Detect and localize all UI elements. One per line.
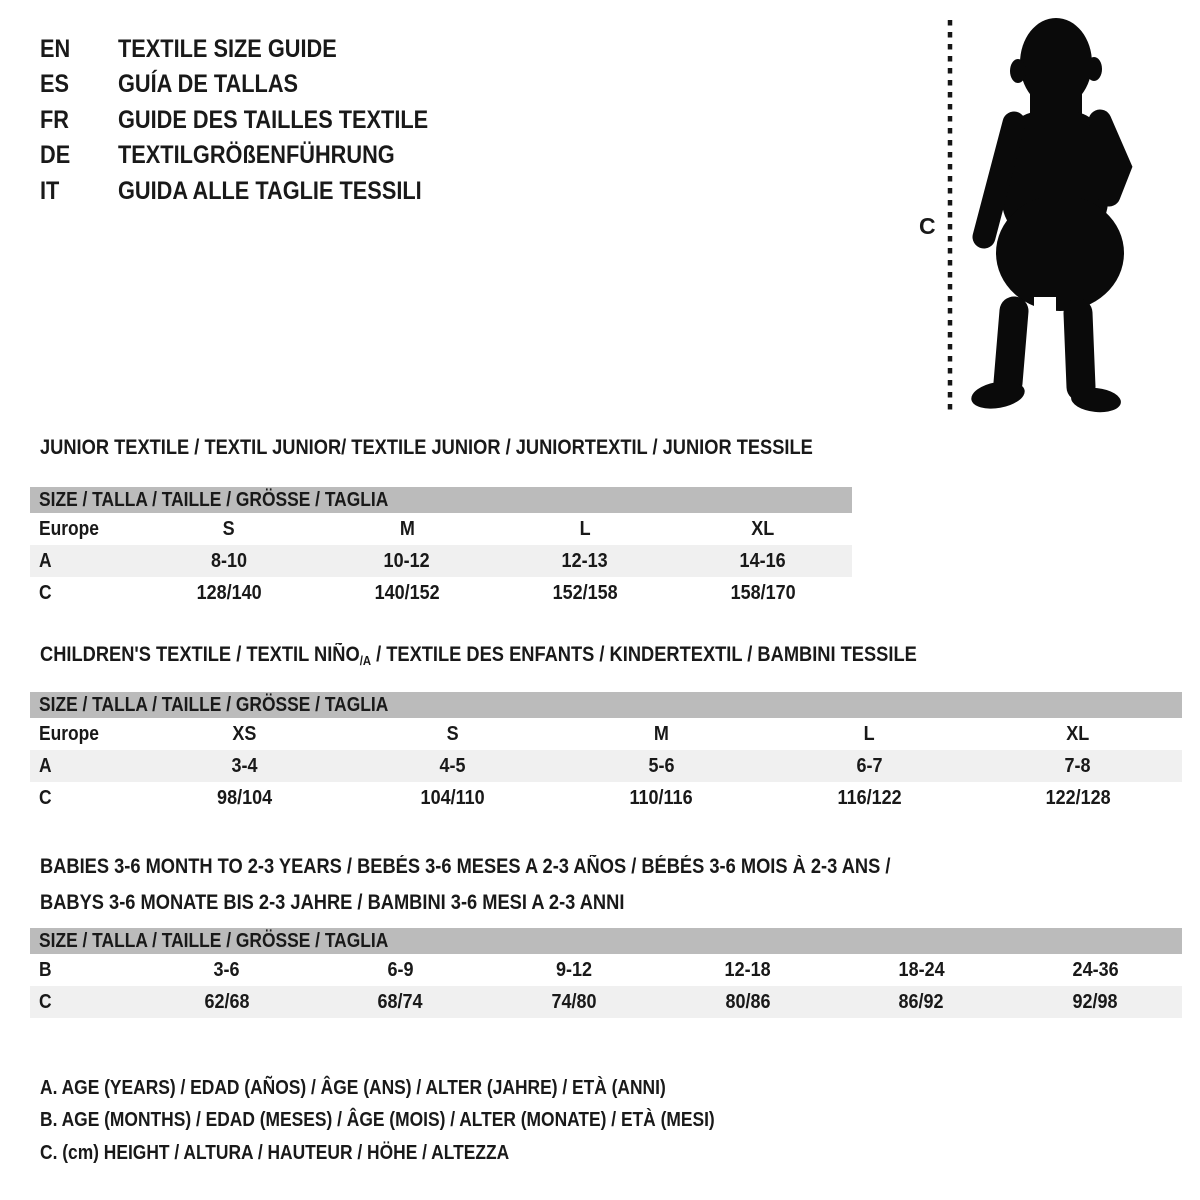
- nino-a-subscript: /A: [359, 653, 372, 668]
- children-section-title-text: CHILDREN'S TEXTILE / TEXTIL $NIÑO_{/A}$ / TEXTILE DES ENFANTS / KINDERTEXTIL / BAMBINI TESSILE: [40, 643, 917, 668]
- age-cell: 4-5: [439, 754, 466, 777]
- table-row-c: [30, 782, 1182, 814]
- height-measure-dashed-line: [946, 18, 954, 416]
- footnote-c: C. (cm) HEIGHT / ALTURA / HAUTEUR / HÖHE / ALTEZZA: [40, 1141, 510, 1164]
- language-code: IT: [40, 176, 60, 205]
- baby-silhouette: [968, 15, 1136, 417]
- language-row-de: [40, 138, 475, 173]
- table-header-bar: [30, 692, 1182, 718]
- row-label: C: [39, 990, 52, 1013]
- language-row-es: [40, 67, 475, 102]
- language-code: FR: [40, 105, 69, 134]
- age-cell: 8-10: [210, 549, 248, 572]
- babies-title-line2: BABYS 3-6 MONATE BIS 2-3 JAHRE / BAMBINI 3-6 MESI A 2-3 ANNI: [40, 890, 625, 914]
- size-cell: S: [446, 722, 459, 745]
- row-label: Europe: [39, 517, 99, 540]
- table-row-c: [30, 577, 852, 609]
- table-header-bar: [30, 487, 852, 513]
- children-section-title: [40, 643, 1048, 673]
- size-cell: M: [653, 722, 669, 745]
- height-cell: 98/104: [216, 786, 272, 809]
- size-cell: XL: [1066, 722, 1090, 745]
- height-cell: 104/110: [420, 786, 485, 809]
- row-label: A: [39, 754, 52, 777]
- height-cell: 62/68: [204, 990, 250, 1013]
- height-cell: 80/86: [725, 990, 771, 1013]
- junior-section-title-text: JUNIOR TEXTILE / TEXTIL JUNIOR/ TEXTILE JUNIOR / JUNIORTEXTIL / JUNIOR TESSILE: [40, 436, 813, 459]
- language-row-en: [40, 32, 475, 67]
- size-cell: L: [579, 517, 591, 540]
- size-cell: M: [399, 517, 415, 540]
- height-cell: 86/92: [898, 990, 945, 1013]
- height-cell: 158/170: [730, 581, 796, 604]
- age-cell: 14-16: [739, 549, 787, 572]
- row-label: A: [39, 549, 52, 572]
- age-cell: 12-13: [561, 549, 609, 572]
- guide-title: GUÍA DE TALLAS: [118, 70, 299, 99]
- babies-section-title: [40, 849, 1018, 920]
- table-row-c: [30, 986, 1182, 1018]
- age-cell: 24-36: [1072, 958, 1119, 981]
- language-row-it: [40, 174, 475, 209]
- measure-label-c: C: [919, 213, 936, 239]
- row-label: Europe: [39, 722, 99, 745]
- table-row-a: [30, 750, 1182, 782]
- age-cell: 5-6: [647, 754, 674, 777]
- table-header-text: SIZE / TALLA / TAILLE / GRÖSSE / TAGLIA: [39, 929, 389, 952]
- children-size-table: [30, 692, 1182, 814]
- age-cell: 9-12: [556, 958, 593, 981]
- table-header-bar: [30, 928, 1182, 954]
- table-row-europe: [30, 513, 852, 545]
- table-row-europe: [30, 718, 1182, 750]
- size-cell: XL: [751, 517, 775, 540]
- footnote-b: B. AGE (MONTHS) / EDAD (MESES) / ÂGE (MOIS) / ALTER (MONATE) / ETÀ (MESI): [40, 1109, 715, 1132]
- age-cell: 18-24: [898, 958, 945, 981]
- footnote-a: A. AGE (YEARS) / EDAD (AÑOS) / ÂGE (ANS) / ALTER (JAHRE) / ETÀ (ANNI): [40, 1077, 666, 1099]
- size-cell: XS: [232, 722, 257, 745]
- size-cell: L: [863, 722, 875, 745]
- junior-section-title: [40, 436, 928, 460]
- age-cell: 3-6: [213, 958, 240, 981]
- language-title-list: [40, 32, 475, 209]
- guide-title: GUIDE DES TAILLES TEXTILE: [118, 105, 429, 134]
- age-cell: 10-12: [383, 549, 431, 572]
- language-code: ES: [40, 70, 70, 99]
- row-label: C: [39, 786, 52, 809]
- height-cell: 74/80: [551, 990, 597, 1013]
- age-cell: 12-18: [724, 958, 771, 981]
- guide-title: TEXTILE SIZE GUIDE: [118, 35, 337, 63]
- junior-size-table: [30, 487, 852, 609]
- table-header-text: SIZE / TALLA / TAILLE / GRÖSSE / TAGLIA: [39, 488, 389, 511]
- height-cell: 128/140: [196, 581, 262, 604]
- babies-title-line1: BABIES 3-6 MONTH TO 2-3 YEARS / BEBÉS 3-6 MESES A 2-3 AÑOS / BÉBÉS 3-6 MOIS À 2-3 ANS /: [40, 855, 891, 878]
- height-cell: 122/128: [1045, 786, 1111, 809]
- language-code: DE: [40, 141, 71, 170]
- table-header-text: SIZE / TALLA / TAILLE / GRÖSSE / TAGLIA: [39, 693, 389, 716]
- height-cell: 140/152: [374, 581, 440, 604]
- babies-size-table: [30, 928, 1182, 1018]
- size-cell: S: [222, 517, 236, 540]
- legend-footnotes: [40, 1072, 816, 1169]
- height-cell: 110/116: [629, 786, 693, 809]
- guide-title: GUIDA ALLE TAGLIE TESSILI: [118, 176, 422, 205]
- language-code: EN: [40, 35, 71, 63]
- table-row-b: [30, 954, 1182, 986]
- age-cell: 3-4: [231, 754, 258, 777]
- age-cell: 6-9: [387, 958, 414, 981]
- height-cell: 116/122: [837, 786, 902, 809]
- age-cell: 6-7: [856, 754, 883, 777]
- height-cell: 68/74: [377, 990, 424, 1013]
- row-label: B: [39, 958, 52, 981]
- height-cell: 92/98: [1072, 990, 1118, 1013]
- row-label: C: [39, 581, 52, 604]
- language-row-fr: [40, 103, 475, 138]
- table-row-a: [30, 545, 852, 577]
- age-cell: 7-8: [1064, 754, 1091, 777]
- height-cell: 152/158: [552, 581, 618, 604]
- guide-title: TEXTILGRÖßENFÜHRUNG: [118, 141, 395, 170]
